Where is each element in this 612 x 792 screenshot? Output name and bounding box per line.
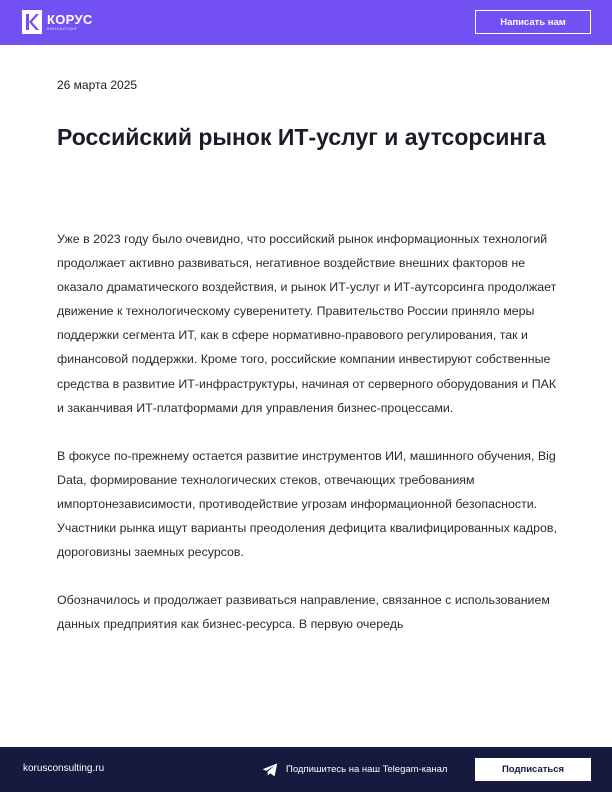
article-date: 26 марта 2025 [57, 78, 138, 92]
article-title: Российский рынок ИТ-услуг и аутсорсинга [57, 124, 546, 150]
telegram-channel-link[interactable]: Подпишитесь на наш Telegam-канал [286, 764, 448, 775]
footer [0, 747, 612, 792]
korus-logo-icon [22, 10, 42, 34]
logo-text [47, 13, 93, 32]
article-paragraph: Уже в 2023 году было очевидно, что российский рынок информационных технологий продолжает активно развиваться, негативное воздействие внешних факторов не оказало драматического воздействия, и рынок ИТ-услуг и ИТ-аутсорсинга продолжает движение к технологическому суверенитету. Правительство России приняло меры поддержки сегмента ИТ, как в сфере нормативно-правового регулирования, так и финансовой поддержки. Кроме того, российские компании инвестируют собственные средства в развитие ИТ-инфраструктуры, начиная от серверного оборудования и ПАК и заканчивая ИТ-платформами для управления бизнес-процессами. [57, 232, 557, 415]
subscribe-button[interactable]: Подписаться [475, 758, 591, 781]
telegram-icon[interactable] [262, 763, 278, 777]
article-paragraph: В фокусе по-прежнему остается развитие инструментов ИИ, машинного обучения, Big Data, формирование технологических стеков, отвечающих требованиям импортонезависимости, противодействие угрозам информационной безопасности. Участники рынка ищут варианты преодоления дефицита квалифицированных кадров, дороговизны заемных ресурсов. [57, 448, 557, 560]
header [0, 0, 612, 45]
logo-name: КОРУС [47, 11, 93, 27]
write-us-button[interactable]: Написать нам [475, 10, 591, 34]
footer-site-link[interactable]: korusconsulting.ru [23, 763, 105, 774]
article-paragraph: Обозначилось и продолжает развиваться направление, связанное с использованием данных предприятия как бизнес-ресурса. В первую очередь [57, 593, 550, 632]
logo-subtitle: КОНСАЛТИНГ [47, 25, 78, 31]
article-body [57, 227, 557, 660]
logo[interactable] [22, 10, 93, 34]
